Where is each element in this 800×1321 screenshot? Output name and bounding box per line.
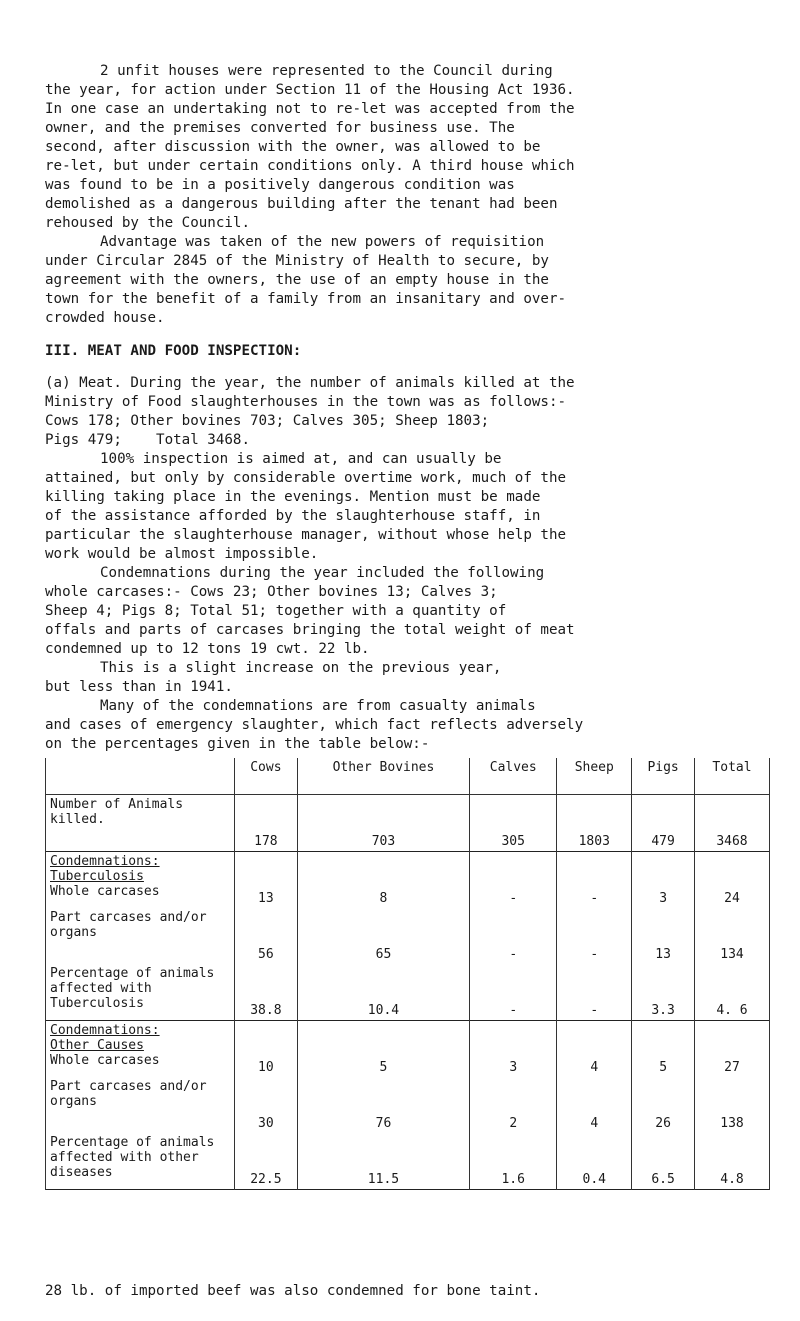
text-line: rehoused by the Council. xyxy=(45,215,250,231)
header-cell: Sheep xyxy=(557,758,632,795)
text-line: killing taking place in the evenings. Mention must be made xyxy=(45,489,541,505)
footer-note: 28 lb. of imported beef was also condemned for bone taint. xyxy=(45,1283,541,1299)
table-row xyxy=(46,852,770,909)
table-cell: - xyxy=(470,852,557,909)
text-line: and cases of emergency slaughter, which fact reflects adversely xyxy=(45,717,584,733)
row-label-text: Whole carcases xyxy=(50,1053,160,1068)
table-cell: 5 xyxy=(297,1021,469,1078)
text-line: whole carcases:- Cows 23; Other bovines 13; Calves 3; xyxy=(45,584,498,600)
table-cell: 30 xyxy=(235,1077,298,1133)
table-header-row xyxy=(46,758,770,795)
table-cell: 6.5 xyxy=(632,1133,695,1190)
table-row xyxy=(46,964,770,1021)
table-cell: 13 xyxy=(632,908,695,964)
table-cell: - xyxy=(470,908,557,964)
table-cell: 1803 xyxy=(557,795,632,852)
text-line: particular the slaughterhouse manager, without whose help the xyxy=(45,527,567,543)
text-line: the year, for action under Section 11 of the Housing Act 1936. xyxy=(45,82,575,98)
inspection-table xyxy=(45,758,770,1190)
table-cell: 22.5 xyxy=(235,1133,298,1190)
table-cell: 178 xyxy=(235,795,298,852)
header-cell: Total xyxy=(694,758,769,795)
table-cell: 8 xyxy=(297,852,469,909)
table-cell: 134 xyxy=(694,908,769,964)
row-label: Percentage of animals affected with Tuberculosis xyxy=(46,964,235,1021)
table-row xyxy=(46,1133,770,1190)
table-cell: 38.8 xyxy=(235,964,298,1021)
text-line: Advantage was taken of the new powers of requisition xyxy=(100,234,545,250)
table-cell: - xyxy=(557,964,632,1021)
row-label: Percentage of animals affected with other diseases xyxy=(46,1133,235,1190)
text-line: demolished as a dangerous building after the tenant had been xyxy=(45,196,558,212)
table-cell: 3 xyxy=(632,852,695,909)
table-row xyxy=(46,908,770,964)
table-cell: 4 xyxy=(557,1077,632,1133)
text-line: Condemnations during the year included the following xyxy=(100,565,545,581)
text-line: town for the benefit of a family from an insanitary and over- xyxy=(45,291,567,307)
text-line: second, after discussion with the owner, was allowed to be xyxy=(45,139,541,155)
table-cell: 4. 6 xyxy=(694,964,769,1021)
table-cell: 4.8 xyxy=(694,1133,769,1190)
row-label xyxy=(46,852,235,909)
text-line: Pigs 479; Total 3468. xyxy=(45,432,250,448)
row-label: Part carcases and/or organs xyxy=(46,1077,235,1133)
table-cell: 5 xyxy=(632,1021,695,1078)
header-blank xyxy=(46,758,235,795)
table-cell: 76 xyxy=(297,1077,469,1133)
text-line: work would be almost impossible. xyxy=(45,546,319,562)
text-line: on the percentages given in the table below:- xyxy=(45,736,430,752)
table-cell: 0.4 xyxy=(557,1133,632,1190)
text-line: Cows 178; Other bovines 703; Calves 305; Sheep 1803; xyxy=(45,413,490,429)
row-label: Number of Animals killed. xyxy=(46,795,235,852)
row-label: Part carcases and/or organs xyxy=(46,908,235,964)
section-label: Condemnations: xyxy=(50,854,160,869)
table-cell: 13 xyxy=(235,852,298,909)
text-line: agreement with the owners, the use of an empty house in the xyxy=(45,272,549,288)
table-cell: 479 xyxy=(632,795,695,852)
text-line: under Circular 2845 of the Ministry of Health to secure, by xyxy=(45,253,549,269)
table-row xyxy=(46,1077,770,1133)
table-cell: 10 xyxy=(235,1021,298,1078)
text-line: 2 unfit houses were represented to the Council during xyxy=(100,63,553,79)
header-cell: Cows xyxy=(235,758,298,795)
text-line: crowded house. xyxy=(45,310,165,326)
table-cell: 3 xyxy=(470,1021,557,1078)
text-line: re-let, but under certain conditions only. A third house which xyxy=(45,158,575,174)
table-cell: - xyxy=(557,908,632,964)
header-cell: Calves xyxy=(470,758,557,795)
text-line: Sheep 4; Pigs 8; Total 51; together with a quantity of xyxy=(45,603,507,619)
table-cell: 10.4 xyxy=(297,964,469,1021)
table-cell: 24 xyxy=(694,852,769,909)
table-cell: - xyxy=(557,852,632,909)
table-cell: 65 xyxy=(297,908,469,964)
text-line: condemned up to 12 tons 19 cwt. 22 lb. xyxy=(45,641,370,657)
text-line: of the assistance afforded by the slaughterhouse staff, in xyxy=(45,508,541,524)
table-cell: 26 xyxy=(632,1077,695,1133)
section-sublabel: Other Causes xyxy=(50,1038,144,1053)
text-line: In one case an undertaking not to re-let was accepted from the xyxy=(45,101,575,117)
text-line: (a) Meat. During the year, the number of animals killed at the xyxy=(45,375,575,391)
table-cell: 4 xyxy=(557,1021,632,1078)
text-line: Many of the condemnations are from casualty animals xyxy=(100,698,536,714)
text-line: attained, but only by considerable overtime work, much of the xyxy=(45,470,567,486)
header-cell: Pigs xyxy=(632,758,695,795)
table-row xyxy=(46,1021,770,1078)
text-line: 100% inspection is aimed at, and can usually be xyxy=(100,451,502,467)
text-line: offals and parts of carcases bringing the total weight of meat xyxy=(45,622,575,638)
table-row xyxy=(46,795,770,852)
text-line: was found to be in a positively dangerous condition was xyxy=(45,177,515,193)
section-label: Condemnations: xyxy=(50,1023,160,1038)
table-cell: 56 xyxy=(235,908,298,964)
section-heading: III. MEAT AND FOOD INSPECTION: xyxy=(45,343,302,359)
table-cell: 3468 xyxy=(694,795,769,852)
text-line: This is a slight increase on the previous year, xyxy=(100,660,502,676)
table-cell: 3.3 xyxy=(632,964,695,1021)
section-sublabel: Tuberculosis xyxy=(50,869,144,884)
row-label-text: Whole carcases xyxy=(50,884,160,899)
table-cell: 2 xyxy=(470,1077,557,1133)
text-line: but less than in 1941. xyxy=(45,679,233,695)
table-cell: 138 xyxy=(694,1077,769,1133)
table-cell: 11.5 xyxy=(297,1133,469,1190)
table-cell: 27 xyxy=(694,1021,769,1078)
table-cell: 703 xyxy=(297,795,469,852)
header-cell: Other Bovines xyxy=(297,758,469,795)
table-cell: 1.6 xyxy=(470,1133,557,1190)
table-cell: 305 xyxy=(470,795,557,852)
text-line: owner, and the premises converted for business use. The xyxy=(45,120,515,136)
table-cell: - xyxy=(470,964,557,1021)
text-line: Ministry of Food slaughterhouses in the town was as follows:- xyxy=(45,394,567,410)
row-label xyxy=(46,1021,235,1078)
